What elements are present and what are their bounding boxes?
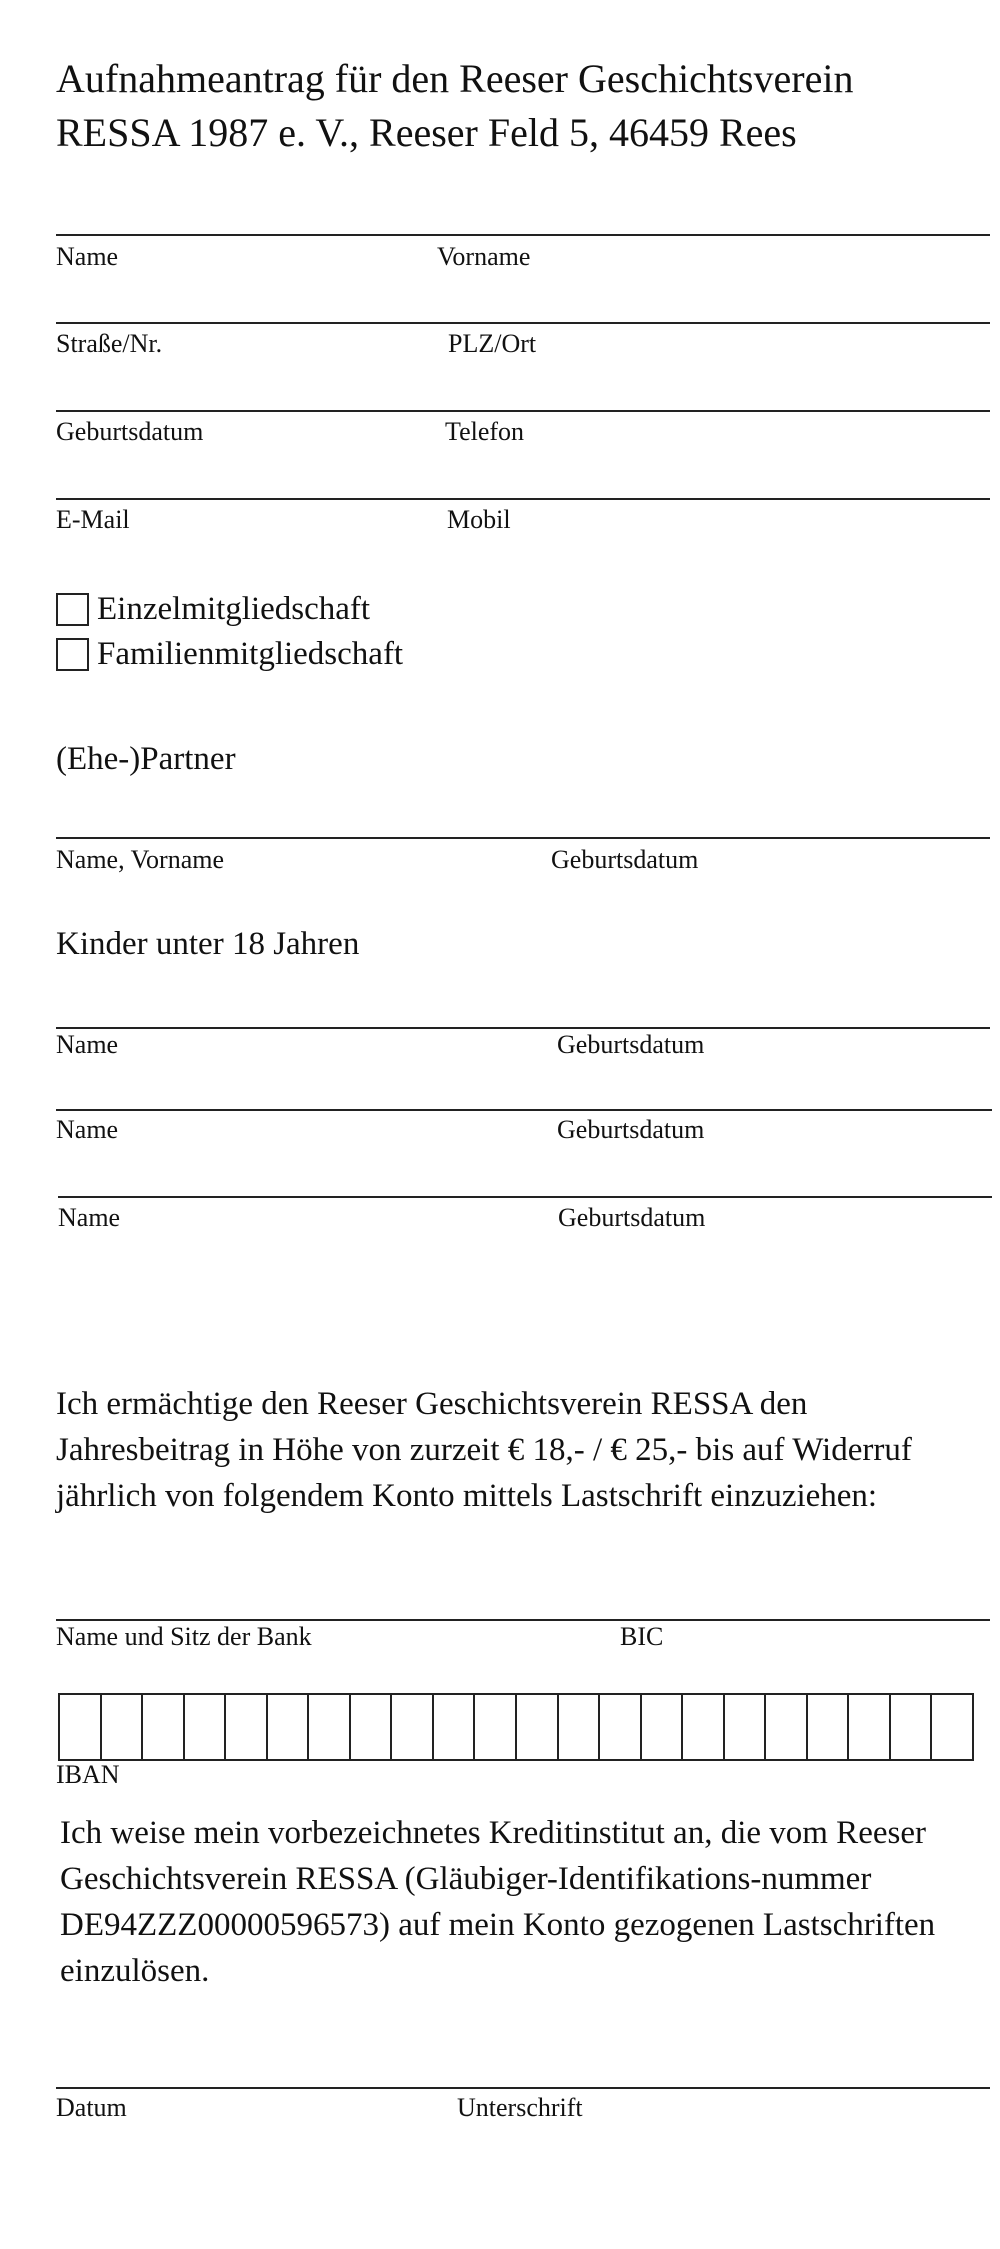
partner-birth-label: Geburtsdatum xyxy=(551,845,699,874)
name-label: Name xyxy=(56,242,119,271)
child-3-field-line[interactable] xyxy=(58,1196,992,1198)
child-3-birth-label: Geburtsdatum xyxy=(558,1203,706,1232)
iban-cell[interactable] xyxy=(226,1695,268,1759)
instruction-paragraph: Ich weise mein vorbezeichnetes Kreditinstitut an, die vom Reeser Geschichtsverein RESSA (Gläubiger-Identifikations-nummer DE94ZZZ00000596573) auf mein Konto gezogenen Lastschriften einzulösen. xyxy=(60,1815,936,1989)
iban-cell[interactable] xyxy=(559,1695,601,1759)
plz-ort-label: PLZ/Ort xyxy=(448,329,537,358)
iban-input-boxes[interactable] xyxy=(58,1693,974,1761)
signature-field-line[interactable] xyxy=(56,2087,990,2089)
address-field-line[interactable] xyxy=(56,322,990,324)
iban-cell[interactable] xyxy=(808,1695,850,1759)
iban-cell[interactable] xyxy=(475,1695,517,1759)
email-label: E-Mail xyxy=(56,505,130,534)
iban-cell[interactable] xyxy=(725,1695,767,1759)
child-2-birth-label: Geburtsdatum xyxy=(557,1115,705,1144)
iban-cell[interactable] xyxy=(351,1695,393,1759)
name-field-line[interactable] xyxy=(56,234,990,236)
iban-cell[interactable] xyxy=(932,1695,972,1759)
mandate-paragraph: Ich ermächtige den Reeser Geschichtsverein RESSA den Jahresbeitrag in Höhe von zurzeit € 18,- / € 25,- bis auf Widerruf jährlich von folgendem Konto mittels Lastschrift einzuziehen: xyxy=(56,1386,912,1514)
child-2-name-label: Name xyxy=(56,1115,119,1144)
children-heading: Kinder unter 18 Jahren xyxy=(56,926,360,962)
partner-field-line[interactable] xyxy=(56,837,990,839)
date-label: Datum xyxy=(56,2093,127,2122)
geburtsdatum-label: Geburtsdatum xyxy=(56,417,204,446)
family-membership-label: Familienmitgliedschaft xyxy=(97,636,404,672)
child-1-name-label: Name xyxy=(56,1030,119,1059)
iban-cell[interactable] xyxy=(392,1695,434,1759)
iban-cell[interactable] xyxy=(766,1695,808,1759)
iban-cell[interactable] xyxy=(849,1695,891,1759)
form-title: Aufnahmeantrag für den Reeser Geschichtsverein RESSA 1987 e. V., Reeser Feld 5, 46459 Rees xyxy=(56,56,854,155)
partner-name-label: Name, Vorname xyxy=(56,845,224,874)
iban-cell[interactable] xyxy=(600,1695,642,1759)
single-membership-label: Einzelmitgliedschaft xyxy=(97,591,371,627)
iban-cell[interactable] xyxy=(434,1695,476,1759)
child-1-birth-label: Geburtsdatum xyxy=(557,1030,705,1059)
child-3-name-label: Name xyxy=(58,1203,121,1232)
bank-name-label: Name und Sitz der Bank xyxy=(56,1622,312,1651)
single-membership-checkbox[interactable] xyxy=(56,593,89,626)
vorname-label: Vorname xyxy=(437,242,531,271)
bic-label: BIC xyxy=(620,1622,664,1651)
bank-field-line[interactable] xyxy=(56,1619,990,1621)
iban-cell[interactable] xyxy=(102,1695,144,1759)
iban-label: IBAN xyxy=(56,1760,120,1789)
single-membership-option[interactable] xyxy=(56,591,370,628)
email-field-line[interactable] xyxy=(56,498,990,500)
partner-heading: (Ehe-)Partner xyxy=(56,741,236,777)
mobil-label: Mobil xyxy=(447,505,511,534)
iban-cell[interactable] xyxy=(309,1695,351,1759)
signature-label: Unterschrift xyxy=(457,2093,583,2122)
iban-cell[interactable] xyxy=(185,1695,227,1759)
iban-cell[interactable] xyxy=(268,1695,310,1759)
iban-cell[interactable] xyxy=(143,1695,185,1759)
iban-cell[interactable] xyxy=(683,1695,725,1759)
child-1-field-line[interactable] xyxy=(56,1027,990,1029)
telefon-label: Telefon xyxy=(445,417,525,446)
birthdate-field-line[interactable] xyxy=(56,410,990,412)
child-2-field-line[interactable] xyxy=(56,1109,992,1111)
strasse-label: Straße/Nr. xyxy=(56,329,163,358)
iban-cell[interactable] xyxy=(60,1695,102,1759)
iban-cell[interactable] xyxy=(891,1695,933,1759)
family-membership-checkbox[interactable] xyxy=(56,638,89,671)
family-membership-option[interactable] xyxy=(56,636,403,673)
iban-cell[interactable] xyxy=(642,1695,684,1759)
iban-cell[interactable] xyxy=(517,1695,559,1759)
